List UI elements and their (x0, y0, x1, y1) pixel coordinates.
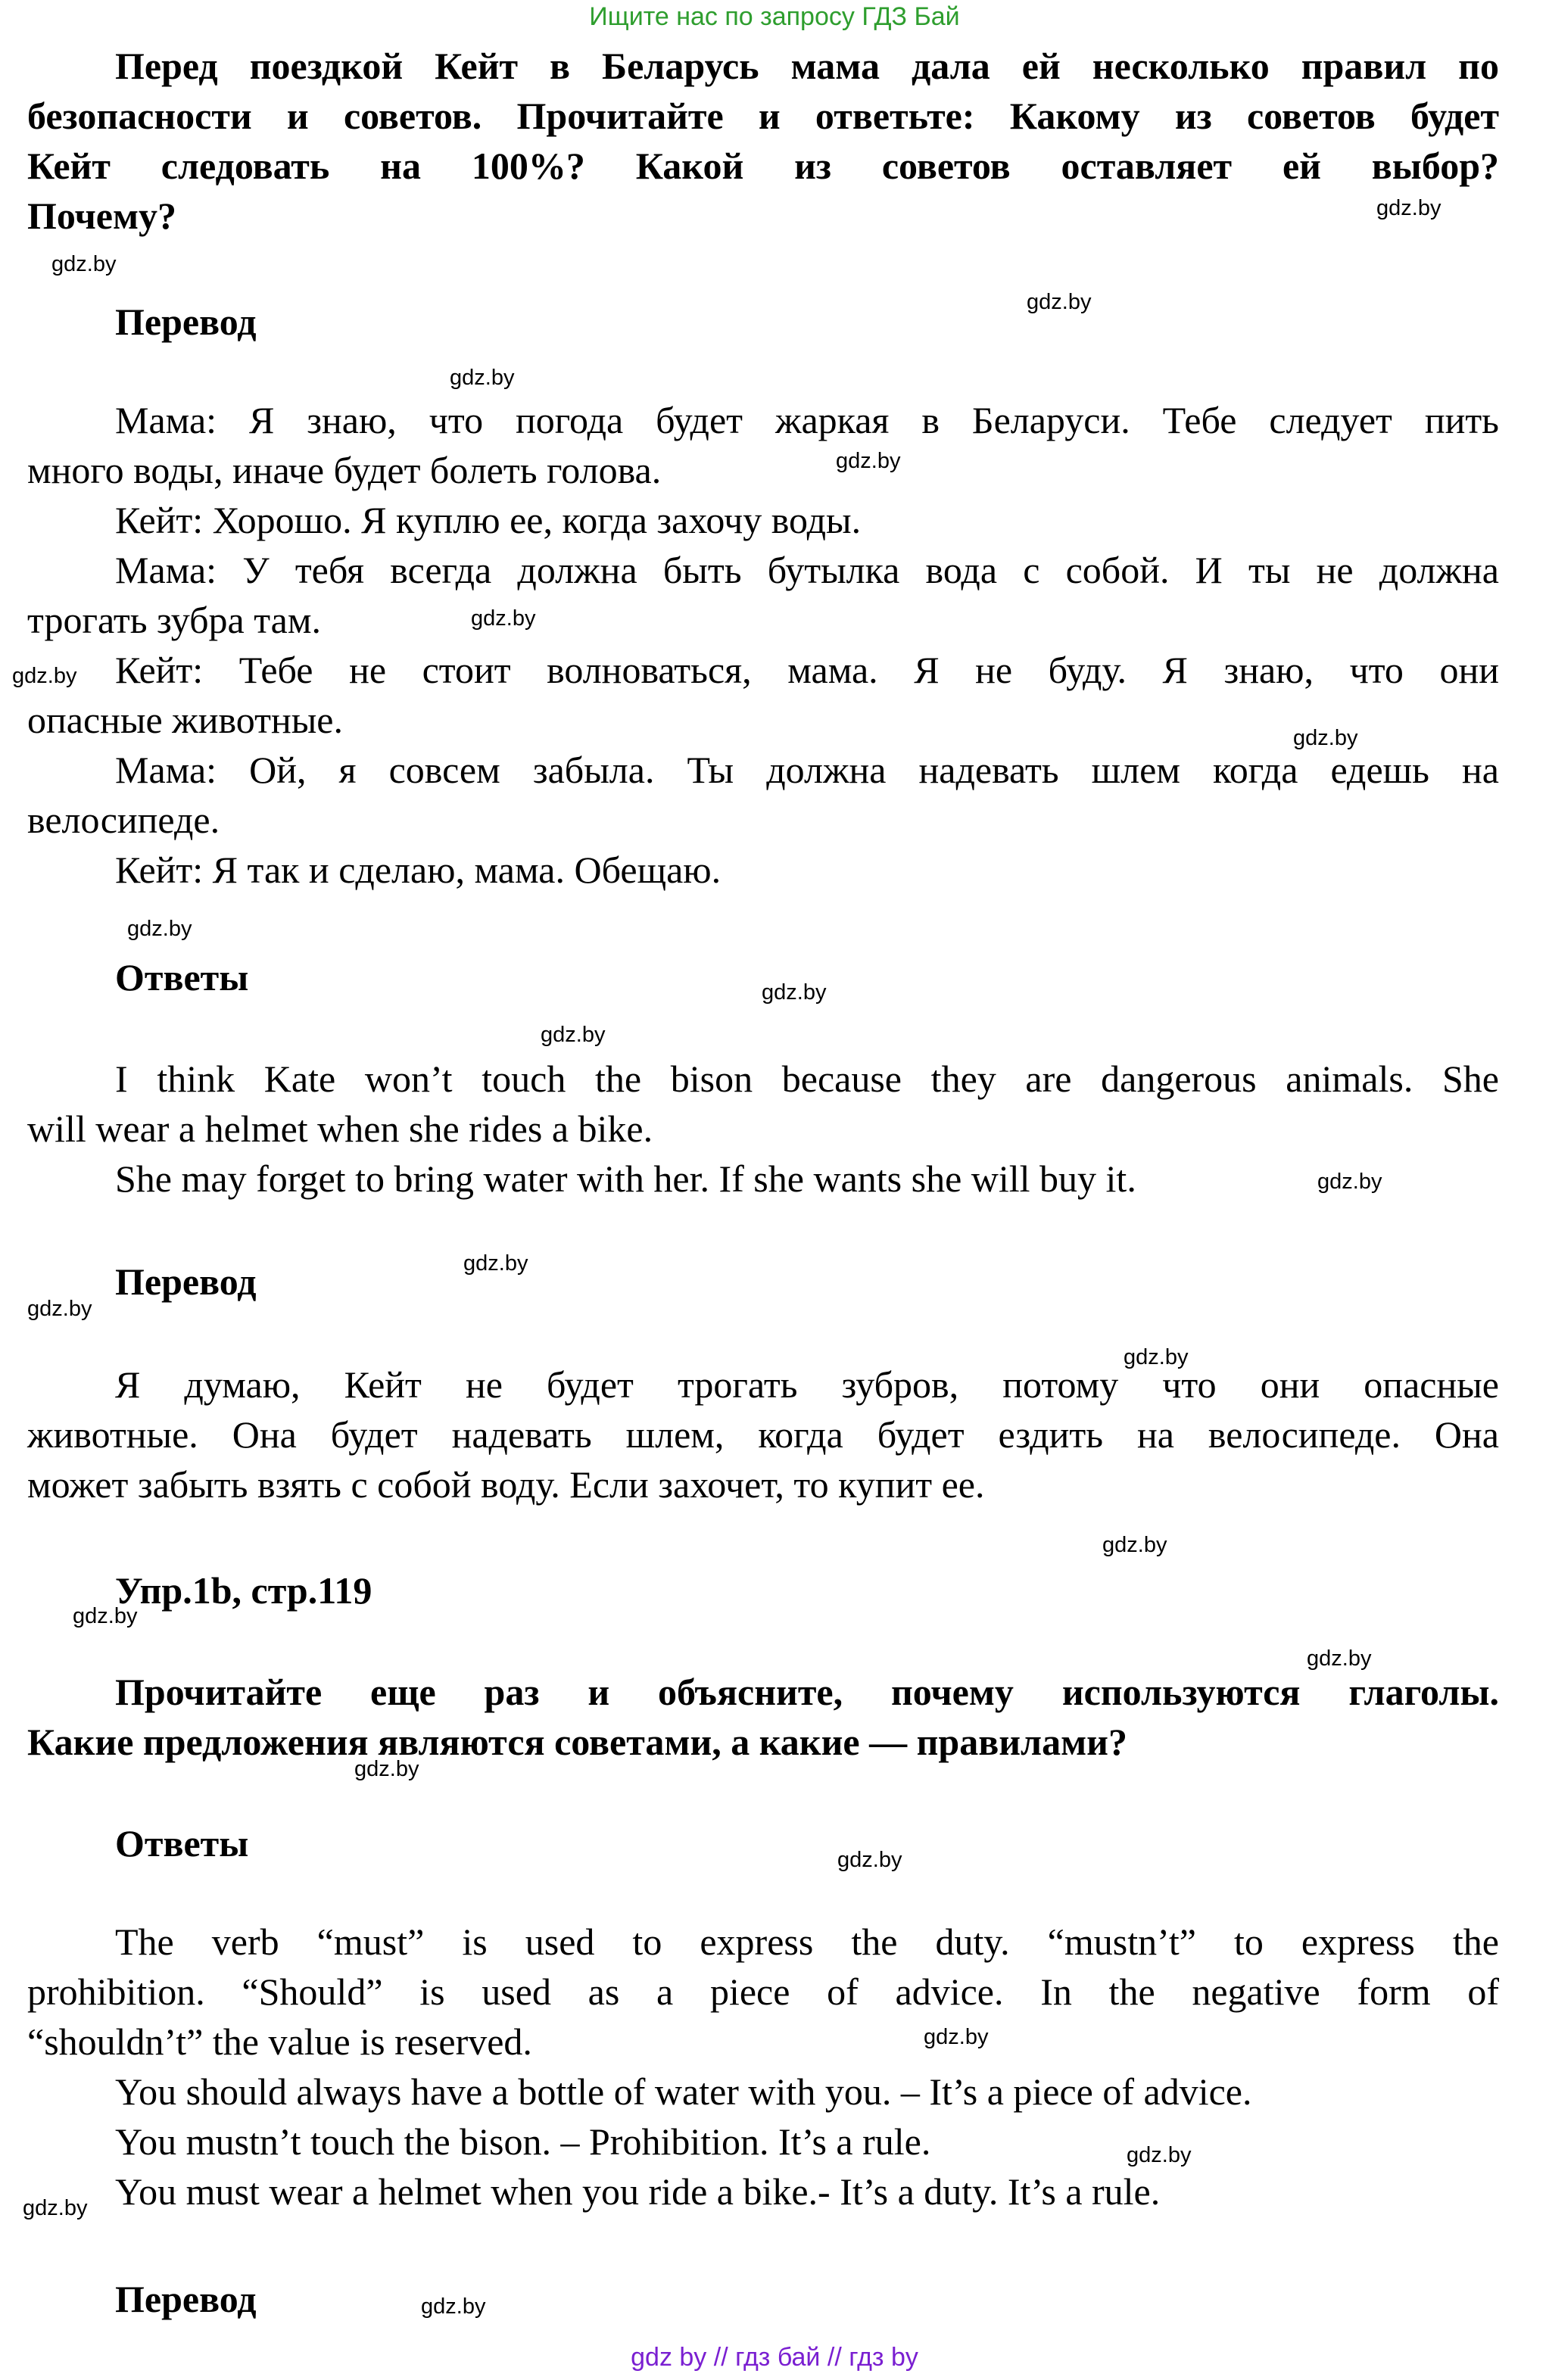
answers-translation-text (27, 1360, 1499, 1509)
dialogue-line: Кейт: Хорошо. Я куплю ее, когда захочу воды. (115, 499, 862, 541)
task-question-2 (27, 1667, 1499, 1767)
dialogue-line: Кейт: Я так и сделаю, мама. Обещаю. (115, 849, 722, 891)
watermark-text: gdz.by (450, 366, 515, 390)
watermark-text: gdz.by (73, 1604, 138, 1628)
watermark-text: gdz.by (924, 2025, 989, 2049)
watermark-text: gdz.by (837, 1848, 902, 1872)
question-line: Кейт следовать на 100%? Какой из советов оставляет ей выбор? (27, 145, 1499, 187)
watermark-text: gdz.by (23, 2196, 88, 2220)
translation-heading-2: Перевод (115, 2278, 257, 2320)
exercise-title: Упр.1b, стр.119 (115, 1569, 372, 1612)
watermark-text: gdz.by (541, 1023, 606, 1047)
answer-line: The verb “must” is used to express the duty. “mustn’t” to express the (115, 1921, 1499, 1963)
answer-line: “shouldn’t” the value is reserved. (27, 2020, 532, 2063)
question-line: Почему? (27, 195, 177, 237)
dialogue-line: Мама: У тебя всегда должна быть бутылка вода с собой. И ты не должна (115, 549, 1499, 591)
watermark-text: gdz.by (354, 1757, 419, 1781)
answers-translation-heading: Перевод (115, 1260, 257, 1303)
example-line: You should always have a bottle of water with you. – It’s a piece of advice. (115, 2070, 1252, 2113)
example-line: You mustn’t touch the bison. – Prohibition. It’s a rule. (115, 2120, 931, 2163)
answer-line: She may forget to bring water with her. If she wants she will buy it. (115, 1157, 1136, 1200)
watermark-text: gdz.by (1376, 196, 1441, 220)
answers-heading: Ответы (115, 956, 249, 998)
header-search-link[interactable]: Ищите нас по запросу ГДЗ Бай (589, 2, 960, 31)
dialogue-line: Мама: Ой, я совсем забыла. Ты должна надевать шлем когда едешь на (115, 749, 1499, 791)
dialogue-line: Мама: Я знаю, что погода будет жаркая в Беларуси. Тебе следует пить (115, 399, 1499, 441)
example-line: You must wear a helmet when you ride a bike.- It’s a duty. It’s a rule. (115, 2170, 1161, 2213)
watermark-text: gdz.by (463, 1251, 528, 1276)
watermark-text: gdz.by (51, 252, 117, 276)
watermark-text: gdz.by (1307, 1646, 1372, 1671)
question-line: безопасности и советов. Прочитайте и ответьте: Какому из советов будет (27, 95, 1499, 137)
dialogue-line: опасные животные. (27, 699, 343, 741)
translation-line: Я думаю, Кейт не будет трогать зубров, потому что они опасные (115, 1363, 1499, 1406)
answers-text (27, 1054, 1499, 1204)
watermark-text: gdz.by (1317, 1170, 1382, 1194)
translation-heading: Перевод (115, 301, 257, 343)
dialogue-line: много воды, иначе будет болеть голова. (27, 449, 662, 491)
watermark-text: gdz.by (471, 606, 536, 631)
question-line: Какие предложения являются советами, а какие — правилами? (27, 1721, 1127, 1763)
answers-text-2 (27, 1917, 1499, 2216)
watermark-text: gdz.by (1293, 726, 1358, 750)
watermark-text: gdz.by (1027, 290, 1092, 314)
dialogue-line: трогать зубра там. (27, 599, 321, 641)
watermark-text: gdz.by (1127, 2143, 1192, 2167)
dialogue-translation (27, 395, 1499, 895)
watermark-text: gdz.by (27, 1297, 92, 1321)
answer-line: I think Kate won’t touch the bison because they are dangerous animals. She (115, 1058, 1499, 1100)
watermark-text: gdz.by (12, 664, 77, 688)
answer-line: will wear a helmet when she rides a bike. (27, 1107, 653, 1150)
question-line: Прочитайте еще раз и объясните, почему используются глаголы. (115, 1671, 1499, 1713)
watermark-text: gdz.by (1124, 1345, 1189, 1369)
dialogue-line: велосипеде. (27, 799, 220, 841)
watermark-text: gdz.by (127, 917, 192, 941)
answer-line: prohibition. “Should” is used as a piece of advice. In the negative form of (27, 1970, 1499, 2013)
watermark-text: gdz.by (421, 2294, 486, 2319)
watermark-text: gdz.by (1102, 1533, 1167, 1557)
dialogue-line: Кейт: Тебе не стоит волноваться, мама. Я не буду. Я знаю, что они (115, 649, 1499, 691)
translation-line: может забыть взять с собой воду. Если захочет, то купит ее. (27, 1463, 985, 1506)
translation-line: животные. Она будет надевать шлем, когда будет ездить на велосипеде. Она (27, 1413, 1499, 1456)
watermark-text: gdz.by (762, 980, 827, 1005)
answers-heading-2: Ответы (115, 1822, 249, 1864)
task-question (27, 41, 1499, 241)
watermark-text: gdz.by (836, 449, 901, 473)
question-line: Перед поездкой Кейт в Беларусь мама дала ей несколько правил по (115, 45, 1499, 87)
footer-links[interactable]: gdz by // гдз бай // гдз by (631, 2343, 918, 2372)
